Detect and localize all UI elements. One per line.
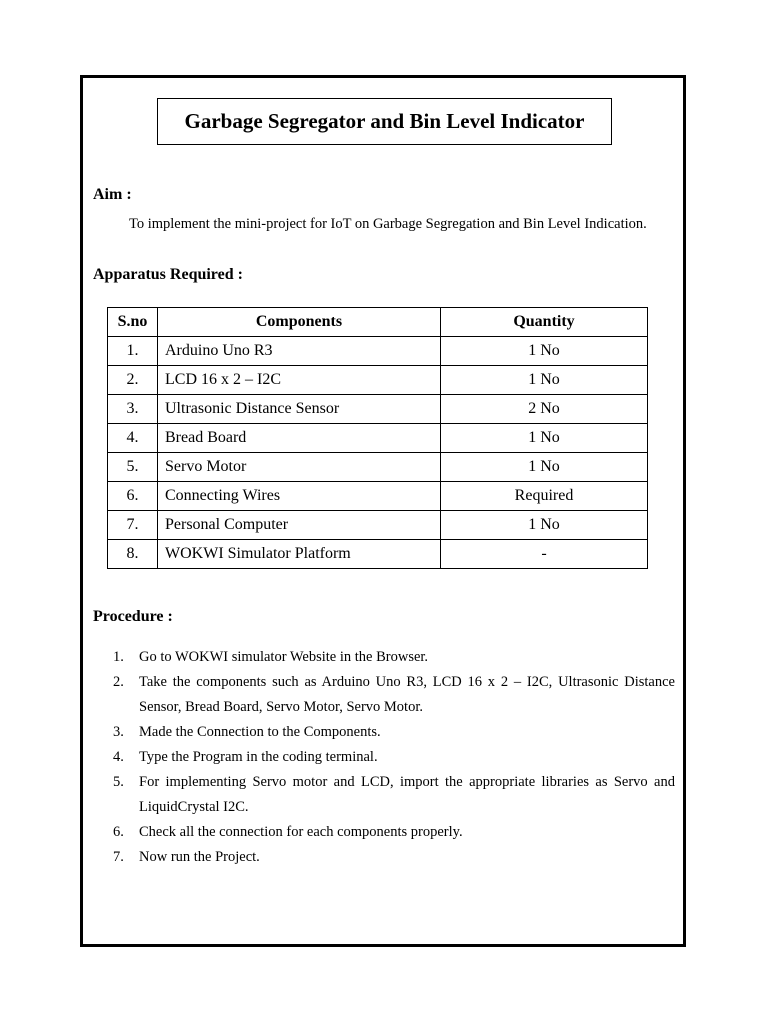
cell-sno: 7.	[108, 511, 158, 540]
cell-quantity: 2 No	[441, 395, 648, 424]
column-header-quantity: Quantity	[441, 308, 648, 337]
procedure-step	[113, 845, 675, 870]
step-number: 4.	[113, 749, 124, 765]
step-number: 7.	[113, 849, 124, 865]
table-row	[108, 511, 648, 540]
step-text: Take the components such as Arduino Uno R3, LCD 16 x 2 – I2C, Ultrasonic Distance Sensor, Bread Board, Servo Motor, Servo Motor.	[139, 674, 675, 715]
table-header-row	[108, 308, 648, 337]
procedure-step	[113, 720, 675, 745]
column-header-components: Components	[158, 308, 441, 337]
cell-quantity: 1 No	[441, 453, 648, 482]
cell-component: WOKWI Simulator Platform	[158, 540, 441, 569]
table-row	[108, 366, 648, 395]
step-number: 2.	[113, 674, 124, 690]
cell-component: Personal Computer	[158, 511, 441, 540]
step-number: 1.	[113, 649, 124, 665]
table-row	[108, 337, 648, 366]
cell-component: LCD 16 x 2 – I2C	[158, 366, 441, 395]
table-row	[108, 395, 648, 424]
cell-quantity: 1 No	[441, 337, 648, 366]
procedure-step	[113, 645, 675, 670]
table-row	[108, 453, 648, 482]
step-text: Check all the connection for each components properly.	[139, 824, 463, 840]
aim-text: To implement the mini-project for IoT on Garbage Segregation and Bin Level Indication.	[129, 216, 647, 232]
cell-sno: 3.	[108, 395, 158, 424]
apparatus-heading: Apparatus Required :	[93, 266, 243, 283]
cell-sno: 2.	[108, 366, 158, 395]
procedure-step	[113, 820, 675, 845]
step-text: Made the Connection to the Components.	[139, 724, 381, 740]
aim-heading: Aim :	[93, 186, 132, 203]
title-box	[157, 98, 612, 145]
cell-sno: 4.	[108, 424, 158, 453]
procedure-list	[93, 645, 675, 870]
page-title: Garbage Segregator and Bin Level Indicator	[184, 109, 585, 133]
procedure-step	[113, 670, 675, 720]
procedure-step	[113, 770, 675, 820]
step-number: 5.	[113, 774, 124, 790]
cell-component: Bread Board	[158, 424, 441, 453]
cell-quantity: 1 No	[441, 424, 648, 453]
cell-component: Arduino Uno R3	[158, 337, 441, 366]
table-row	[108, 424, 648, 453]
step-number: 6.	[113, 824, 124, 840]
cell-quantity: 1 No	[441, 511, 648, 540]
step-text: Now run the Project.	[139, 849, 260, 865]
cell-component: Servo Motor	[158, 453, 441, 482]
cell-component: Ultrasonic Distance Sensor	[158, 395, 441, 424]
step-text: For implementing Servo motor and LCD, import the appropriate libraries as Servo and LiquidCrystal I2C.	[139, 774, 675, 815]
cell-sno: 8.	[108, 540, 158, 569]
cell-sno: 1.	[108, 337, 158, 366]
cell-quantity: Required	[441, 482, 648, 511]
cell-sno: 5.	[108, 453, 158, 482]
step-number: 3.	[113, 724, 124, 740]
cell-quantity: -	[441, 540, 648, 569]
step-text: Type the Program in the coding terminal.	[139, 749, 378, 765]
apparatus-table	[107, 307, 648, 569]
step-text: Go to WOKWI simulator Website in the Browser.	[139, 649, 429, 665]
procedure-step	[113, 745, 675, 770]
procedure-heading: Procedure :	[93, 608, 173, 625]
cell-quantity: 1 No	[441, 366, 648, 395]
cell-component: Connecting Wires	[158, 482, 441, 511]
table-row	[108, 540, 648, 569]
column-header-sno: S.no	[108, 308, 158, 337]
table-row	[108, 482, 648, 511]
cell-sno: 6.	[108, 482, 158, 511]
